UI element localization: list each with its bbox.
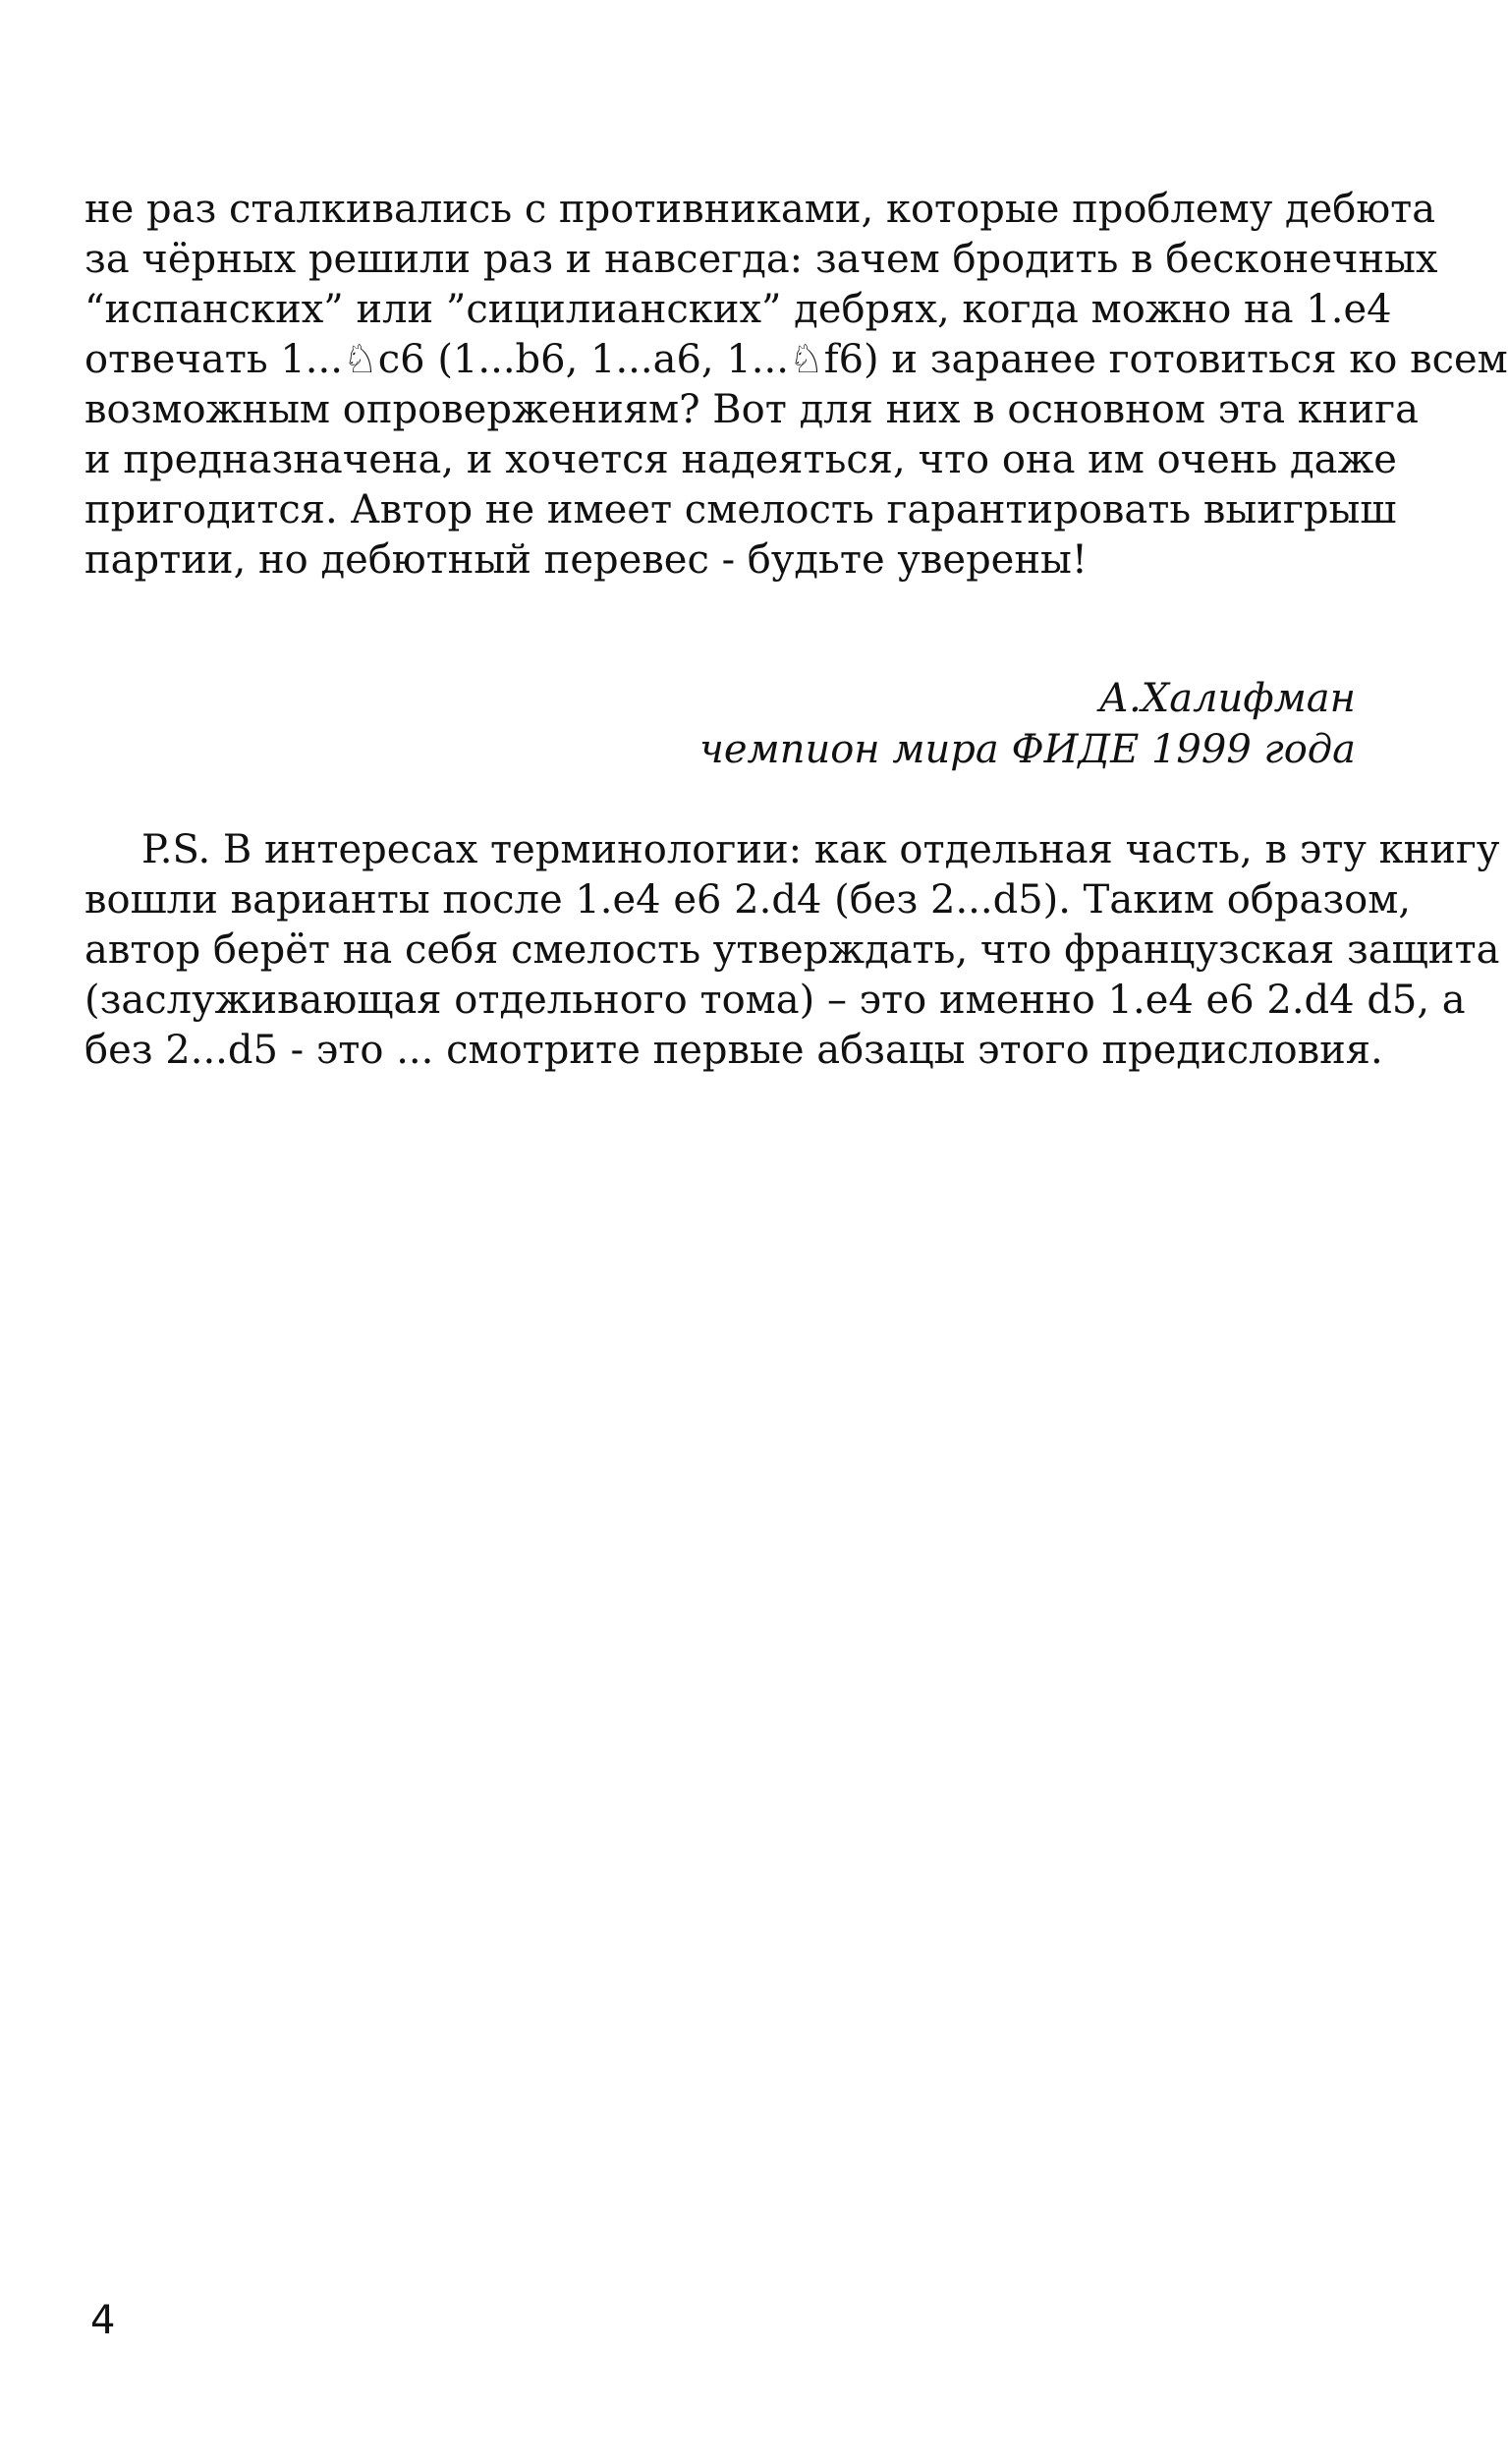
paragraph-line: вошли варианты после 1.e4 e6 2.d4 (без 2...d5). Таким образом, [84, 877, 1412, 923]
paragraph-line: за чёрных решили раз и навсегда: зачем бродить в бесконечных [84, 237, 1438, 282]
paragraph-line: P.S. В интересах терминологии: как отдельная часть, в эту книгу [141, 827, 1500, 872]
paragraph-line: автор берёт на себя смелость утверждать, что французская защита [84, 927, 1500, 973]
paragraph-line: не раз сталкивались с противниками, которые проблему дебюта [84, 187, 1436, 232]
paragraph-line: пригодится. Автор не имеет смелость гарантировать выигрыш [84, 487, 1397, 532]
page-number: 4 [90, 2298, 116, 2343]
paragraph-line: (заслуживающая отдельного тома) – это именно 1.e4 e6 2.d4 d5, а [84, 978, 1466, 1023]
paragraph-line: возможным опровержениям? Вот для них в основном эта книга [84, 387, 1419, 432]
paragraph-postscript [84, 825, 1500, 1076]
paragraph-line: и предназначена, и хочется надеяться, что она им очень даже [84, 437, 1397, 482]
paragraph-line: “испанских” или ”сицилианских” дебрях, когда можно на 1.e4 [84, 287, 1392, 332]
paragraph-main [84, 185, 1508, 586]
paragraph-line: партии, но дебютный перевес - будьте уверены! [84, 537, 1088, 583]
paragraph-line: без 2...d5 - это ... смотрите первые абзацы этого предисловия. [84, 1028, 1383, 1073]
signature-title: чемпион мира ФИДЕ 1999 года [698, 727, 1356, 772]
signature-name: А.Халифман [1098, 676, 1356, 721]
paragraph-line: отвечать 1...♘c6 (1...b6, 1...a6, 1...♘f6) и заранее готовиться ко всем [84, 337, 1508, 382]
